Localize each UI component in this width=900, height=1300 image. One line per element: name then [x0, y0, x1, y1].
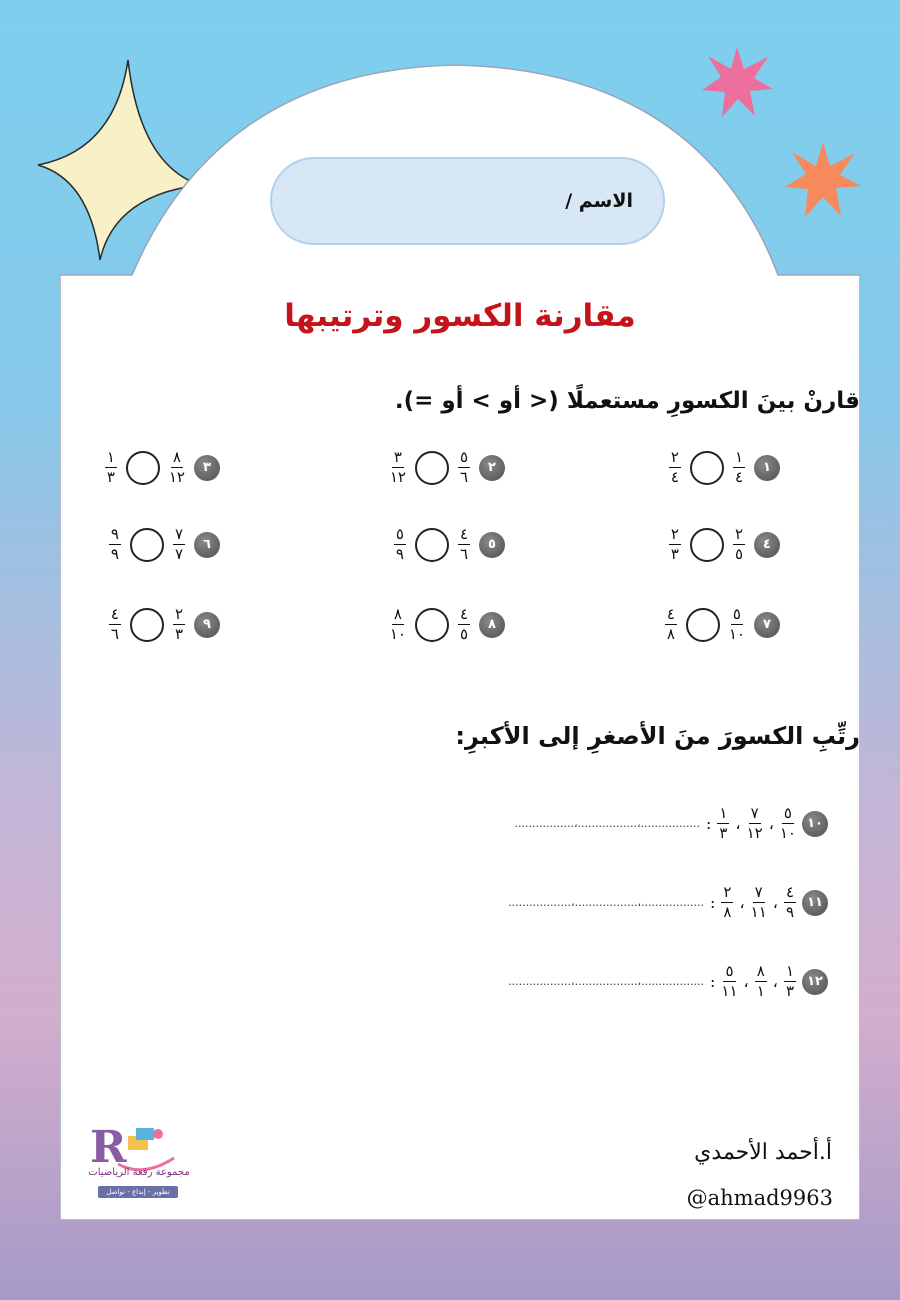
- answer-blank[interactable]: ..................،..................،..................: [508, 896, 705, 909]
- order-item: [508, 964, 828, 999]
- exercise-number-badge: ١٠: [802, 811, 828, 837]
- fraction: [173, 527, 185, 562]
- fraction-denominator: ٧: [174, 545, 183, 563]
- teacher-name: أ.أحمد الأحمدي: [694, 1140, 832, 1165]
- fraction-numerator: ٢: [670, 448, 679, 466]
- teacher-handle: @ahmad9963: [686, 1186, 833, 1210]
- answer-blank[interactable]: .................،.................،.................: [514, 817, 700, 830]
- fraction-denominator: ١٠: [389, 625, 406, 643]
- fraction-numerator: ٤: [666, 605, 675, 623]
- fraction: [173, 607, 185, 642]
- fraction-numerator: ٧: [174, 525, 183, 543]
- compare-item: [105, 450, 220, 485]
- fraction: [721, 885, 733, 920]
- fraction-denominator: ٨: [723, 903, 732, 921]
- fraction-denominator: ١٢: [746, 824, 763, 842]
- fraction: [458, 450, 470, 485]
- fraction: [717, 806, 729, 841]
- fraction-denominator: ٣: [106, 468, 115, 486]
- fraction-numerator: ٥: [732, 605, 741, 623]
- separator: :: [710, 893, 716, 912]
- fraction-numerator: ٥: [783, 804, 792, 822]
- fraction-denominator: ٩: [110, 545, 119, 563]
- fraction-denominator: ٨: [666, 625, 675, 643]
- fraction: [721, 964, 737, 999]
- fraction: [784, 885, 796, 920]
- fraction-numerator: ٨: [756, 962, 765, 980]
- fraction-denominator: ١٢: [168, 468, 185, 486]
- fraction-numerator: ١: [734, 448, 743, 466]
- answer-circle[interactable]: [415, 528, 449, 562]
- fraction: [390, 607, 406, 642]
- compare-item: [390, 607, 505, 642]
- fraction-numerator: ٤: [459, 605, 468, 623]
- fraction-denominator: ٥: [734, 545, 743, 563]
- page-title: مقارنة الكسور وترتيبها: [284, 298, 636, 334]
- compare-item: [669, 527, 780, 562]
- separator: :: [710, 972, 716, 991]
- fraction: [109, 527, 121, 562]
- fraction-denominator: ٣: [719, 824, 728, 842]
- exercise-number-badge: ٩: [194, 612, 220, 638]
- answer-blank[interactable]: ..................،..................،..................: [508, 975, 705, 988]
- fraction-numerator: ٤: [459, 525, 468, 543]
- exercise-number-badge: ٥: [479, 532, 505, 558]
- logo-subtitle: تطوير - إبداع - تواصل: [98, 1186, 178, 1198]
- fraction-denominator: ٥: [459, 625, 468, 643]
- answer-circle[interactable]: [690, 451, 724, 485]
- fraction: [755, 964, 767, 999]
- exercise-number-badge: ٦: [194, 532, 220, 558]
- compare-item: [669, 450, 780, 485]
- compare-item: [394, 527, 505, 562]
- fraction-numerator: ٢: [670, 525, 679, 543]
- compare-item: [109, 607, 220, 642]
- answer-circle[interactable]: [126, 451, 160, 485]
- fraction: [109, 607, 121, 642]
- fraction-numerator: ١: [785, 962, 794, 980]
- fraction-denominator: ١: [756, 982, 765, 1000]
- fraction: [784, 964, 796, 999]
- compare-item: [109, 527, 220, 562]
- answer-circle[interactable]: [690, 528, 724, 562]
- exercise-number-badge: ٤: [754, 532, 780, 558]
- fraction-numerator: ٧: [754, 883, 763, 901]
- fraction: [665, 607, 677, 642]
- fraction-denominator: ٤: [670, 468, 679, 486]
- answer-circle[interactable]: [415, 451, 449, 485]
- fraction-denominator: ١١: [750, 903, 767, 921]
- exercise-number-badge: ٢: [479, 455, 505, 481]
- order-item: [508, 885, 828, 920]
- fraction-denominator: ١١: [721, 982, 738, 1000]
- answer-circle[interactable]: [130, 528, 164, 562]
- fraction: [733, 527, 745, 562]
- name-field[interactable]: [270, 157, 665, 245]
- fraction-numerator: ٣: [393, 448, 402, 466]
- fraction-numerator: ١: [719, 804, 728, 822]
- fraction-numerator: ٢: [174, 605, 183, 623]
- fraction: [394, 527, 406, 562]
- fraction: [669, 527, 681, 562]
- answer-circle[interactable]: [686, 608, 720, 642]
- fraction: [458, 607, 470, 642]
- fraction-numerator: ٨: [172, 448, 181, 466]
- fraction-denominator: ٩: [395, 545, 404, 563]
- compare-item: [665, 607, 780, 642]
- separator: :: [705, 814, 712, 833]
- fraction: [733, 450, 745, 485]
- fraction-numerator: ٢: [723, 883, 732, 901]
- separator: ،: [743, 972, 749, 991]
- fraction-denominator: ٣: [670, 545, 679, 563]
- answer-circle[interactable]: [415, 608, 449, 642]
- fraction-denominator: ٣: [785, 982, 794, 1000]
- exercise-number-badge: ٣: [194, 455, 220, 481]
- order-item: [515, 806, 828, 841]
- fraction-numerator: ١: [106, 448, 115, 466]
- fraction: [747, 806, 763, 841]
- fraction-numerator: ٥: [725, 962, 734, 980]
- fraction-numerator: ٤: [110, 605, 119, 623]
- fraction: [458, 527, 470, 562]
- fraction-denominator: ٦: [110, 625, 119, 643]
- fraction-numerator: ٢: [734, 525, 743, 543]
- fraction-denominator: ٣: [174, 625, 183, 643]
- fraction-denominator: ٤: [734, 468, 743, 486]
- separator: ،: [739, 893, 745, 912]
- exercise-number-badge: ٧: [754, 612, 780, 638]
- compare-instruction: قارنْ بينَ الكسورِ مستعملًا (< أو > أو =).: [394, 388, 860, 414]
- separator: ،: [772, 972, 778, 991]
- compare-item: [390, 450, 505, 485]
- fraction: [751, 885, 767, 920]
- separator: ،: [735, 814, 741, 833]
- order-instruction: رتِّبِ الكسورَ منَ الأصغرِ إلى الأكبرِ:: [455, 722, 860, 750]
- fraction: [780, 806, 796, 841]
- fraction-numerator: ٤: [785, 883, 794, 901]
- fraction: [390, 450, 406, 485]
- fraction-numerator: ٥: [395, 525, 404, 543]
- exercise-number-badge: ٨: [479, 612, 505, 638]
- fraction: [105, 450, 117, 485]
- logo-text: مجموعة رفعة الرياضيات: [88, 1167, 190, 1178]
- fraction-numerator: ٩: [110, 525, 119, 543]
- exercise-number-badge: ١: [754, 455, 780, 481]
- fraction-numerator: ٧: [750, 804, 759, 822]
- exercise-number-badge: ١١: [802, 890, 828, 916]
- separator: ،: [768, 814, 774, 833]
- fraction-numerator: ٥: [459, 448, 468, 466]
- fraction-denominator: ٩: [785, 903, 794, 921]
- fraction-numerator: ٨: [393, 605, 402, 623]
- fraction: [169, 450, 185, 485]
- fraction-denominator: ١٢: [389, 468, 406, 486]
- answer-circle[interactable]: [130, 608, 164, 642]
- fraction-denominator: ١٠: [728, 625, 745, 643]
- exercise-number-badge: ١٢: [802, 969, 828, 995]
- fraction: [729, 607, 745, 642]
- fraction: [669, 450, 681, 485]
- fraction-denominator: ٦: [459, 545, 468, 563]
- svg-text:R: R: [90, 1122, 127, 1173]
- name-label: الاسم /: [565, 190, 633, 212]
- separator: ،: [772, 893, 778, 912]
- fraction-denominator: ١٠: [779, 824, 796, 842]
- fraction-denominator: ٦: [459, 468, 468, 486]
